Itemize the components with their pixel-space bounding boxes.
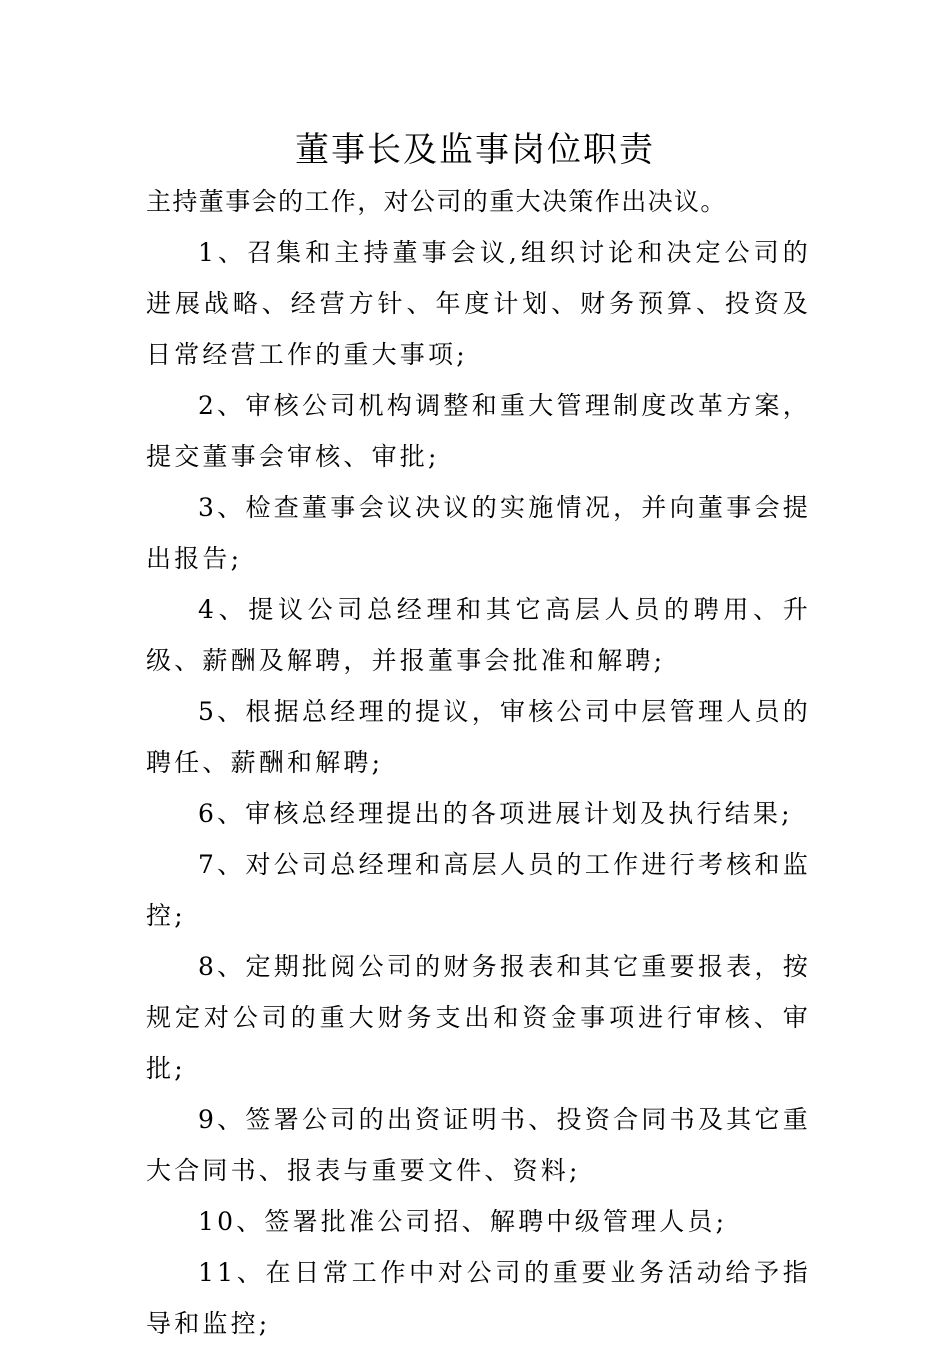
duty-item-4: 4、提议公司总经理和其它高层人员的聘用、升级、薪酬及解聘，并报董事会批准和解聘;	[146, 595, 811, 675]
duty-item-7: 7、对公司总经理和高层人员的工作进行考核和监控;	[146, 850, 811, 930]
duty-item-2: 2、审核公司机构调整和重大管理制度改革方案，提交董事会审核、审批;	[146, 391, 811, 471]
duty-item-8: 8、定期批阅公司的财务报表和其它重要报表，按规定对公司的重大财务支出和资金事项进行审核、审批;	[146, 952, 811, 1083]
duty-item-6: 6、审核总经理提出的各项进展计划及执行结果;	[198, 799, 793, 828]
duty-item-1: 1、召集和主持董事会议,组织讨论和决定公司的进展战略、经营方针、年度计划、财务预算、投资及日常经营工作的重大事项;	[146, 238, 811, 369]
duty-item-3: 3、检查董事会议决议的实施情况，并向董事会提出报告;	[146, 493, 811, 573]
document-body	[146, 176, 811, 1349]
duty-item-5: 5、根据总经理的提议，审核公司中层管理人员的聘任、薪酬和解聘;	[146, 697, 811, 777]
document-title: 董事长及监事岗位职责	[295, 130, 655, 170]
duty-item-10: 10、签署批准公司招、解聘中级管理人员;	[198, 1207, 728, 1236]
intro-paragraph: 主持董事会的工作，对公司的重大决策作出决议。	[146, 187, 727, 216]
duty-item-9: 9、签署公司的出资证明书、投资合同书及其它重大合同书、报表与重要文件、资料;	[146, 1105, 811, 1185]
duty-item-11: 11、在日常工作中对公司的重要业务活动给予指导和监控;	[146, 1258, 811, 1338]
